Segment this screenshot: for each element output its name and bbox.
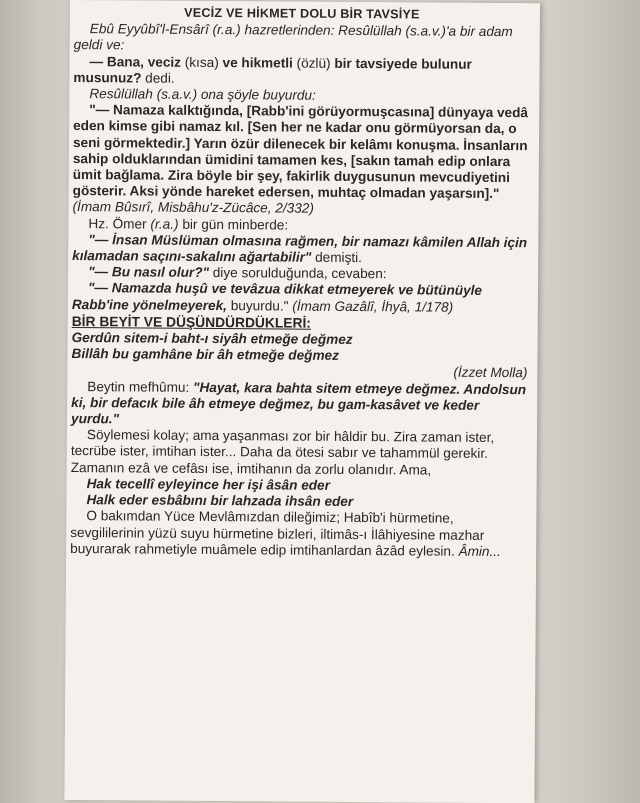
paragraph-question <box>73 54 529 90</box>
answer-tail: buyurdu." <box>226 297 293 314</box>
page-title: VECİZ VE HİKMET DOLU BİR TAVSİYE <box>184 5 420 22</box>
paragraph-prophet-said: Resûlüllah (s.a.v.) ona şöyle buyurdu: <box>89 86 316 103</box>
how-tail: diye sorulduğunda, cevaben: <box>208 265 387 282</box>
verse1-author: (İzzet Molla) <box>453 365 528 381</box>
question-text-2: ve hikmetli <box>222 54 293 71</box>
paragraph-answer <box>72 280 528 316</box>
paragraph-commentary: Söylemesi kolay; ama yaşanması zor bir hâldir bu. Zira zaman ister, tecrübe ister, imtihan ister... Daha da ötesi sabır ve tahammül gerekir. Zamanın ezâ ve cefâsı ise, imtihanın da zorlu olanıdır. Ama, <box>70 427 495 478</box>
question-text-1: — Bana, veciz <box>89 53 182 70</box>
paragraph-hadith-intro: Ebû Eyyûbî'l-Ensârî (r.a.) hazretlerinden: Resûlüllah (s.a.v.)'a bir adam geldi ve: <box>73 21 513 53</box>
verse2-line1: Hak tecellî eyleyince her işi âsân eder <box>86 476 330 493</box>
meaning-text: "Hayat, kara bahta sitem etmeye değmez. Andolsun ki, bir defacık bile âh etmeye değmez, bu gam-kasâvet ve keder yurdu." <box>71 379 527 427</box>
prayer-text: O bakımdan Yüce Mevlâmızdan dileğimiz; Habîb'i hürmetine, sevgililerinin yüzü suyu hürmetine bizleri, iltimâs-ı İlâhiyesine mazhar buyurarak rahmetiyle muâmele edip imtihanlardan âzâd eylesin. <box>70 508 485 559</box>
omar-quote: "— İnsan Müslüman olmasına rağmen, bir namazı kâmilen Allah için kılamadan saçını-sakalını ağartabilir" <box>72 231 528 265</box>
question-text-3: bir tavsiyede bulunur musunuz? <box>73 55 472 86</box>
question-said: dedi. <box>141 70 175 86</box>
book-page <box>64 0 540 803</box>
paragraph-meaning <box>71 379 527 431</box>
hadith-text: "— Namaza kalktığında, [Rabb'ini görüyormuşcasına] dünyaya vedâ eden kimse gibi namaz kıl. [Sen her ne kadar onu görmüyorsan da, o seni görmektedir.] Yarın özür dilenecek bir kelâmı konuşma. İnsanların sahip olduklarından ümidini tamamen kes, [sakın tamah edip onlara ümit bağlama. Zira böyle bir şey, fakirlik duygusunun mevcudiyetini gösterir. Aksi yönde hareket edersen, muhtaç olmadan yaşarsın]." <box>72 102 529 202</box>
meaning-label: Beytin mefhûmu: <box>87 378 194 395</box>
prayer-amin: Âmin... <box>458 543 501 559</box>
verse1-line1: Gerdûn sitem-i baht-ı siyâh etmeğe değmez <box>71 330 353 348</box>
omar-honorific: (r.a.) <box>150 216 179 232</box>
verse1-line2: Billâh bu gamhâne bir âh etmeğe değmez <box>71 346 339 364</box>
question-gloss-2: (özlü) <box>292 55 335 71</box>
page-content <box>70 4 530 560</box>
answer-source: (İmam Gazâlî, İhyâ, 1/178) <box>292 298 454 315</box>
question-gloss-1: (kısa) <box>180 54 223 70</box>
paragraph-hadith-text <box>72 102 529 219</box>
answer-text: "— Namazda huşû ve tevâzua dikkat etmeyerek ve bütünüyle Rabb'ine yönelmeyerek, <box>71 280 483 313</box>
omar-text-2: bir gün minberde: <box>178 216 289 233</box>
verse2-line2: Halk eder esbâbını bir lahzada ihsân eder <box>86 492 354 510</box>
omar-text-1: Hz. Ömer <box>88 215 151 232</box>
paragraph-prayer <box>70 508 526 560</box>
omar-quote-tail: demişti. <box>311 249 363 266</box>
section-heading: BİR BEYİT VE DÜŞÜNDÜRDÜKLERİ: <box>71 313 311 331</box>
paragraph-omar-quote <box>72 232 528 268</box>
how-question: "— Bu nasıl olur?" <box>88 264 210 281</box>
hadith-source: (İmam Bûsırî, Misbâhu'z-Zücâce, 2/332) <box>72 199 314 217</box>
